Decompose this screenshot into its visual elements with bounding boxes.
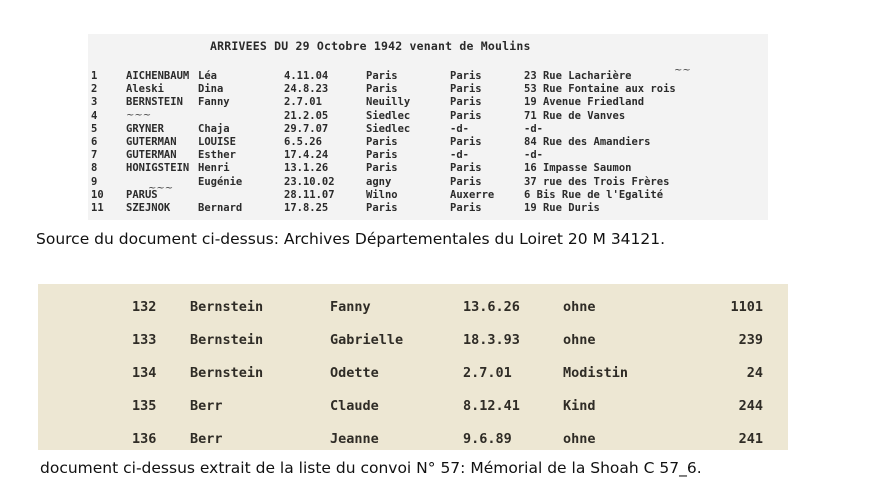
- register-cell-city: Paris: [450, 175, 482, 188]
- register-cell-num: 3: [91, 96, 98, 109]
- register-cell-city: -d-: [450, 149, 469, 162]
- register-cell-addr: 71 Rue de Vanves: [524, 109, 626, 122]
- register-cell-addr: 19 Rue Duris: [524, 202, 600, 214]
- register-cell-birth: Paris: [366, 202, 398, 214]
- register-cell-name: GUTERMAN: [126, 149, 177, 162]
- convoy-cell-first: Jeanne: [330, 431, 379, 447]
- convoy-cell-num: 132: [132, 299, 157, 315]
- convoy-cell-job: Kind: [563, 398, 596, 414]
- convoy-cell-first: Claude: [330, 398, 379, 414]
- register-heading: ARRIVEES DU 29 Octobre 1942 venant de Moulins: [210, 39, 531, 53]
- register-cell-birth: Neuilly: [366, 96, 411, 109]
- register-cell-date: 2.7.01: [284, 96, 322, 109]
- convoy-cell-job: ohne: [563, 332, 596, 348]
- register-cell-city: Paris: [450, 96, 482, 109]
- register-cell-addr: 23 Rue Lacharière: [524, 70, 632, 82]
- register-cell-birth: Wilno: [366, 188, 398, 201]
- register-cell-date: 21.2.05: [284, 109, 329, 122]
- register-cell-first: Léa: [198, 70, 217, 82]
- convoy-cell-date: 18.3.93: [463, 332, 520, 348]
- convoy-cell-num: 136: [132, 431, 157, 447]
- register-cell-addr: 53 Rue Fontaine aux rois: [524, 83, 676, 96]
- register-cell-date: 24.8.23: [284, 83, 329, 96]
- convoy-cell-num: 134: [132, 365, 157, 381]
- register-cell-first: Eugénie: [198, 175, 243, 188]
- register-cell-name: AICHENBAUM: [126, 70, 190, 82]
- register-cell-date: 28.11.07: [284, 188, 335, 201]
- convoy-cell-name: Bernstein: [190, 365, 264, 381]
- convoy-cell-job: Modistin: [563, 365, 629, 381]
- register-cell-num: 5: [91, 122, 98, 135]
- register-cell-name: SZEJNOK: [126, 202, 171, 214]
- convoy-cell-num: 135: [132, 398, 157, 414]
- register-cell-first: Esther: [198, 149, 236, 162]
- register-cell-name: GUTERMAN: [126, 136, 177, 148]
- register-cell-name: Aleski: [126, 83, 164, 96]
- register-cell-date: 6.5.26: [284, 136, 322, 148]
- register-cell-first: Dina: [198, 83, 224, 96]
- register-cell-date: 17.8.25: [284, 202, 329, 214]
- register-cell-addr: -d-: [524, 149, 543, 162]
- source-caption-memorial: document ci-dessus extrait de la liste du convoi N° 57: Mémorial de la Shoah C 57_6.: [40, 459, 702, 477]
- register-cell-name: HONIGSTEIN: [126, 162, 190, 175]
- handwritten-annotation: ~~: [674, 65, 691, 76]
- register-cell-addr: 84 Rue des Amandiers: [524, 136, 651, 148]
- register-cell-num: 10: [91, 188, 104, 201]
- register-cell-birth: Paris: [366, 83, 398, 96]
- register-cell-date: 17.4.24: [284, 149, 329, 162]
- register-cell-num: 7: [91, 149, 98, 162]
- register-cell-num: 2: [91, 83, 98, 96]
- convoy-cell-name: Berr: [190, 398, 223, 414]
- register-cell-first: LOUISE: [198, 136, 236, 148]
- register-cell-name: BERNSTEIN: [126, 96, 183, 109]
- register-cell-birth: Paris: [366, 162, 398, 175]
- convoy-cell-first: Odette: [330, 365, 379, 381]
- convoy-list-scan: [38, 284, 788, 450]
- register-cell-city: Paris: [450, 202, 482, 214]
- convoy-cell-first: Gabrielle: [330, 332, 404, 348]
- register-cell-birth: Paris: [366, 70, 398, 82]
- register-cell-num: 9: [91, 175, 98, 188]
- register-cell-first: Bernard: [198, 202, 243, 214]
- register-cell-birth: agny: [366, 175, 392, 188]
- convoy-cell-code: 1101: [730, 299, 763, 315]
- convoy-cell-name: Bernstein: [190, 332, 264, 348]
- register-cell-addr: 19 Avenue Friedland: [524, 96, 645, 109]
- register-cell-first: Chaja: [198, 122, 230, 135]
- source-caption-loiret: Source du document ci-dessus: Archives Départementales du Loiret 20 M 34121.: [36, 230, 666, 248]
- register-cell-city: Paris: [450, 162, 482, 175]
- register-cell-first: Fanny: [198, 96, 230, 109]
- convoy-cell-first: Fanny: [330, 299, 371, 315]
- register-cell-num: 1: [91, 70, 98, 82]
- register-cell-date: 23.10.02: [284, 175, 335, 188]
- register-cell-city: Paris: [450, 83, 482, 96]
- register-cell-city: Paris: [450, 136, 482, 148]
- convoy-cell-code: 239: [738, 332, 763, 348]
- register-cell-date: 13.1.26: [284, 162, 329, 175]
- register-cell-birth: Paris: [366, 149, 398, 162]
- register-cell-first: Henri: [198, 162, 230, 175]
- convoy-cell-date: 2.7.01: [463, 365, 512, 381]
- convoy-cell-date: 8.12.41: [463, 398, 520, 414]
- register-cell-num: 4: [91, 109, 98, 122]
- register-cell-addr: 37 rue des Trois Frères: [524, 175, 670, 188]
- convoy-cell-code: 24: [746, 365, 763, 381]
- register-cell-name: GRYNER: [126, 122, 164, 135]
- register-cell-birth: Siedlec: [366, 122, 411, 135]
- register-cell-date: 29.7.07: [284, 122, 329, 135]
- register-cell-city: Paris: [450, 70, 482, 82]
- handwritten-annotation: ~~~: [126, 110, 152, 121]
- register-cell-num: 11: [91, 202, 104, 214]
- convoy-cell-name: Bernstein: [190, 299, 264, 315]
- register-cell-city: Auxerre: [450, 188, 495, 201]
- convoy-cell-name: Berr: [190, 431, 223, 447]
- register-cell-num: 8: [91, 162, 98, 175]
- register-cell-name: PARUS: [126, 188, 158, 201]
- register-document-scan: [88, 34, 768, 220]
- convoy-cell-job: ohne: [563, 299, 596, 315]
- faint-bleed-through: [50, 259, 240, 265]
- register-cell-birth: Paris: [366, 136, 398, 148]
- convoy-cell-code: 244: [738, 398, 763, 414]
- register-cell-addr: -d-: [524, 122, 543, 135]
- register-cell-num: 6: [91, 136, 98, 148]
- convoy-cell-num: 133: [132, 332, 157, 348]
- convoy-cell-date: 9.6.89: [463, 431, 512, 447]
- convoy-cell-job: ohne: [563, 431, 596, 447]
- handwritten-annotation: ~~~: [148, 183, 174, 194]
- register-cell-birth: Siedlec: [366, 109, 411, 122]
- convoy-cell-code: 241: [738, 431, 763, 447]
- register-cell-city: -d-: [450, 122, 469, 135]
- register-cell-addr: 6 Bis Rue de l'Egalité: [524, 188, 664, 201]
- convoy-cell-date: 13.6.26: [463, 299, 520, 315]
- register-cell-date: 4.11.04: [284, 70, 329, 82]
- register-cell-addr: 16 Impasse Saumon: [524, 162, 632, 175]
- register-cell-city: Paris: [450, 109, 482, 122]
